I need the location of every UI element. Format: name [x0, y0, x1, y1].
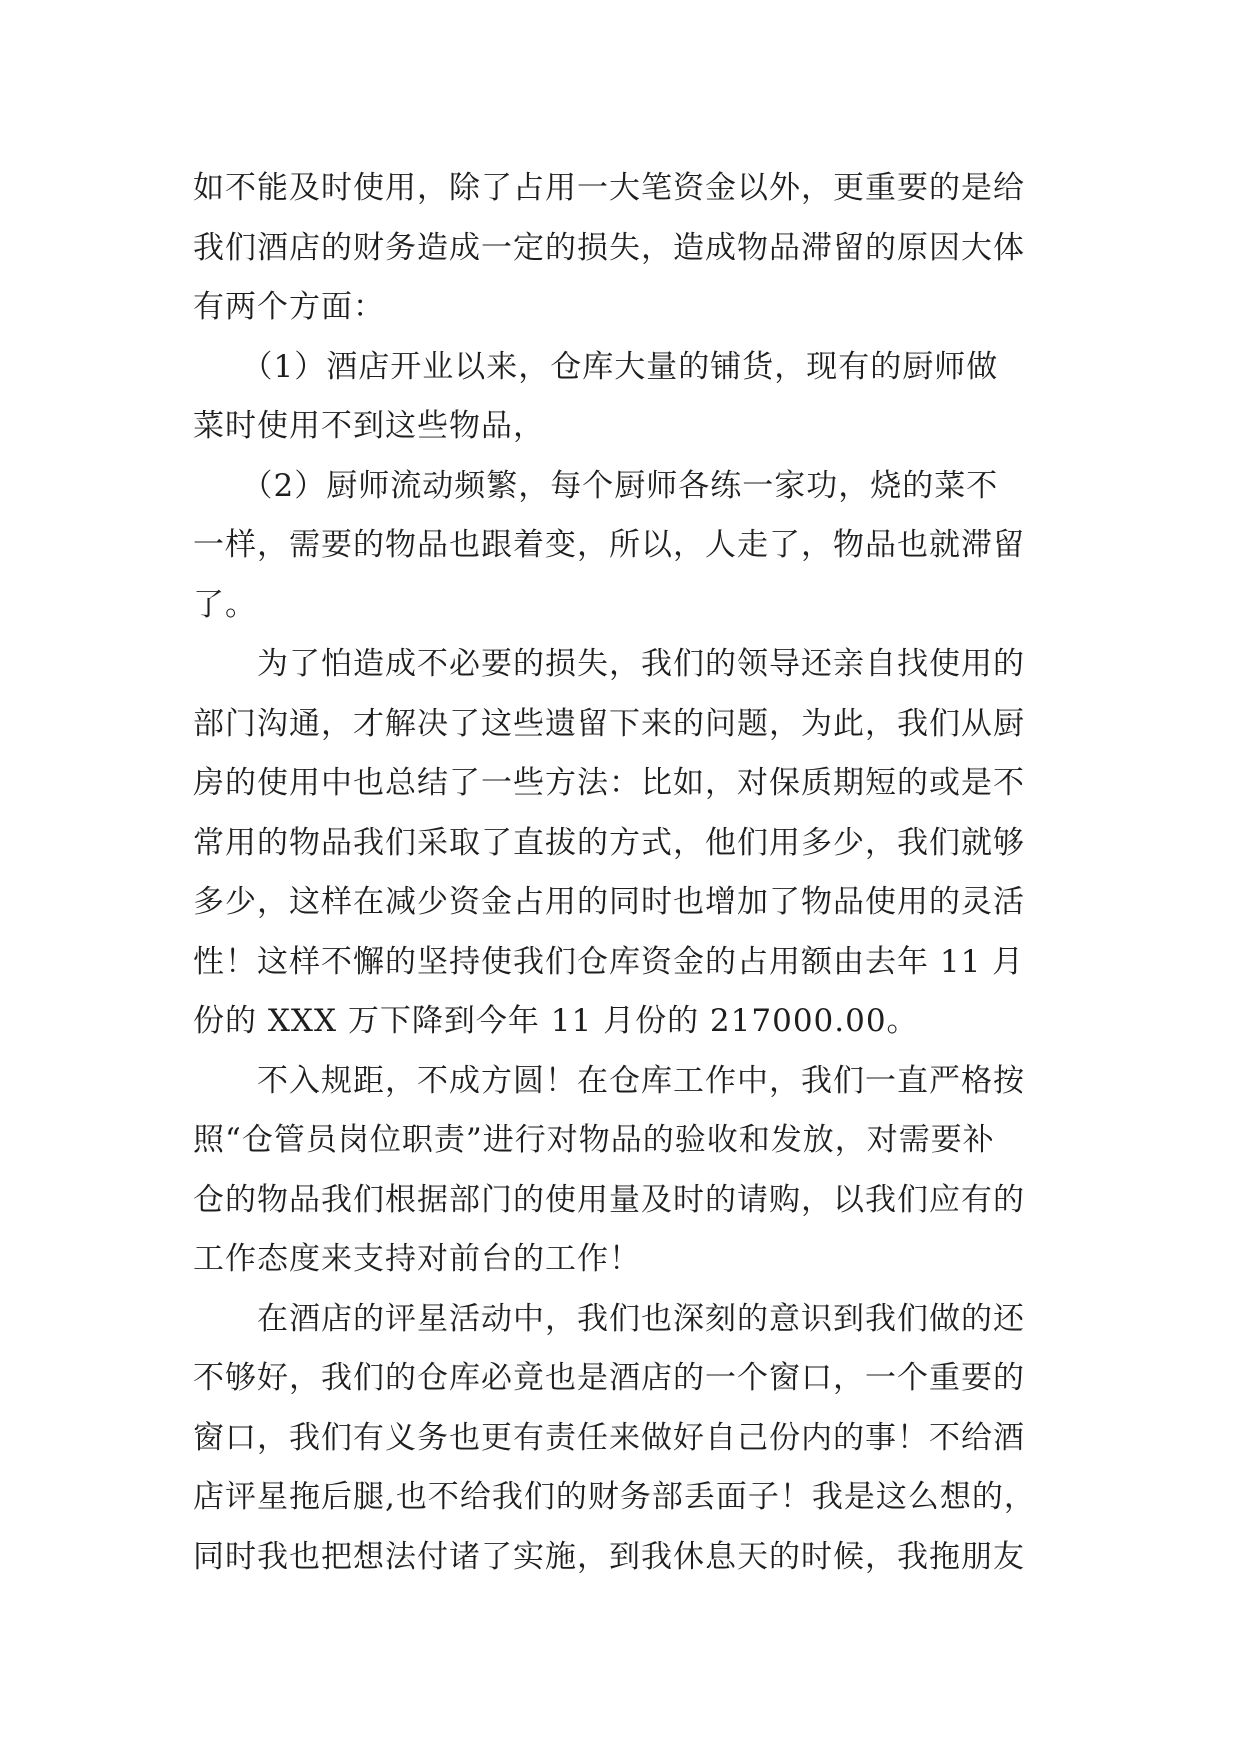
text-line: 在酒店的评星活动中，我们也深刻的意识到我们做的还 — [193, 1300, 1025, 1337]
text-line: （2）厨师流动频繁，每个厨师各练一家功，烧的菜不 — [193, 467, 999, 504]
text-line: 常用的物品我们采取了直拔的方式，他们用多少，我们就够 — [193, 824, 1025, 861]
body-text — [193, 159, 1055, 1587]
text-line: 如不能及时使用，除了占用一大笔资金以外，更重要的是给 — [193, 170, 1025, 206]
text-line: 了。 — [193, 586, 257, 623]
text-line: 我们酒店的财务造成一定的损失，造成物品滞留的原因大体 — [193, 229, 1025, 266]
text-line: 性！这样不懈的坚持使我们仓库资金的占用额由去年 11 月 — [193, 943, 1025, 980]
text-line: 菜时使用不到这些物品， — [193, 408, 545, 444]
text-line: （1）酒店开业以来，仓库大量的铺货，现有的厨师做 — [193, 348, 999, 385]
text-line: 为了怕造成不必要的损失，我们的领导还亲自找使用的 — [193, 646, 1025, 682]
text-line: 仓的物品我们根据部门的使用量及时的请购，以我们应有的 — [193, 1181, 1025, 1218]
text-line: 店评星拖后腿,也不给我们的财务部丢面子！我是这么想的， — [193, 1479, 1036, 1515]
text-line: 多少，这样在减少资金占用的同时也增加了物品使用的灵活 — [193, 884, 1025, 920]
text-line: 窗口，我们有义务也更有责任来做好自己份内的事！不给酒 — [193, 1419, 1025, 1456]
text-line: 部门沟通，才解决了这些遗留下来的问题，为此，我们从厨 — [193, 705, 1025, 742]
text-line: 工作态度来支持对前台的工作！ — [193, 1241, 641, 1277]
text-line: 不够好，我们的仓库必竟也是酒店的一个窗口，一个重要的 — [193, 1360, 1025, 1396]
text-line: 份的 XXX 万下降到今年 11 月份的 217000.00。 — [193, 1003, 919, 1039]
text-line: 房的使用中也总结了一些方法：比如，对保质期短的或是不 — [193, 765, 1025, 801]
text-line: 有两个方面： — [193, 289, 385, 325]
text-line: 一样，需要的物品也跟着变，所以，人走了，物品也就滞留 — [193, 527, 1025, 563]
text-line: 照“仓管员岗位职责”进行对物品的验收和发放，对需要补 — [193, 1122, 995, 1158]
text-line: 同时我也把想法付诸了实施，到我休息天的时候，我拖朋友 — [193, 1538, 1025, 1575]
text-line: 不入规距，不成方圆！在仓库工作中，我们一直严格按 — [193, 1062, 1025, 1099]
